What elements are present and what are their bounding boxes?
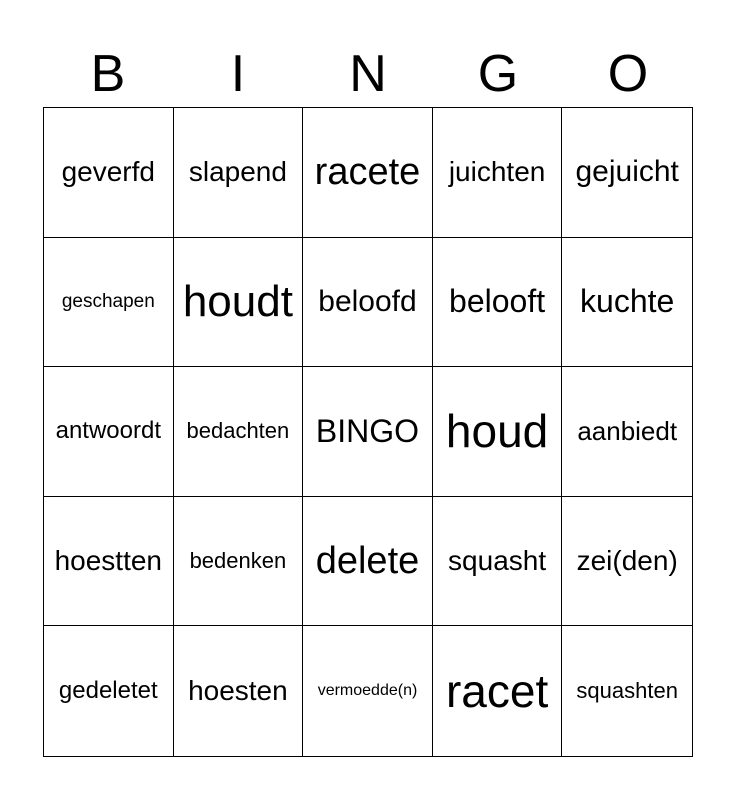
bingo-cell: houd [433, 367, 563, 497]
bingo-cell: slapend [174, 108, 304, 238]
bingo-cell: racete [303, 108, 433, 238]
header-letter-i: I [230, 45, 246, 103]
bingo-cell: belooft [433, 238, 563, 368]
bingo-cell: beloofd [303, 238, 433, 368]
bingo-cell: gedeletet [44, 626, 174, 756]
bingo-cell: delete [303, 497, 433, 627]
header-letter-n: N [349, 45, 387, 103]
bingo-cell: antwoordt [44, 367, 174, 497]
bingo-free-space: BINGO [303, 367, 433, 497]
bingo-cell: geschapen [44, 238, 174, 368]
bingo-cell: gejuicht [562, 108, 692, 238]
header-letter-b: B [90, 45, 126, 103]
bingo-cell: bedachten [174, 367, 304, 497]
bingo-cell: hoestten [44, 497, 174, 627]
bingo-cell: kuchte [562, 238, 692, 368]
bingo-cell: houdt [174, 238, 304, 368]
header-letter-g: G [477, 45, 519, 103]
bingo-cell: aanbiedt [562, 367, 692, 497]
bingo-cell: juichten [433, 108, 563, 238]
bingo-cell: bedenken [174, 497, 304, 627]
bingo-cell: hoesten [174, 626, 304, 756]
bingo-grid [43, 107, 693, 757]
bingo-cell: vermoedde(n) [303, 626, 433, 756]
bingo-cell: squashten [576, 678, 678, 704]
bingo-cell: zei(den) [562, 497, 692, 627]
bingo-cell: geverfd [44, 108, 174, 238]
bingo-header [43, 40, 693, 108]
bingo-cell: racet [433, 626, 563, 756]
bingo-cell: squasht [433, 497, 563, 627]
header-letter-o: O [607, 45, 649, 103]
